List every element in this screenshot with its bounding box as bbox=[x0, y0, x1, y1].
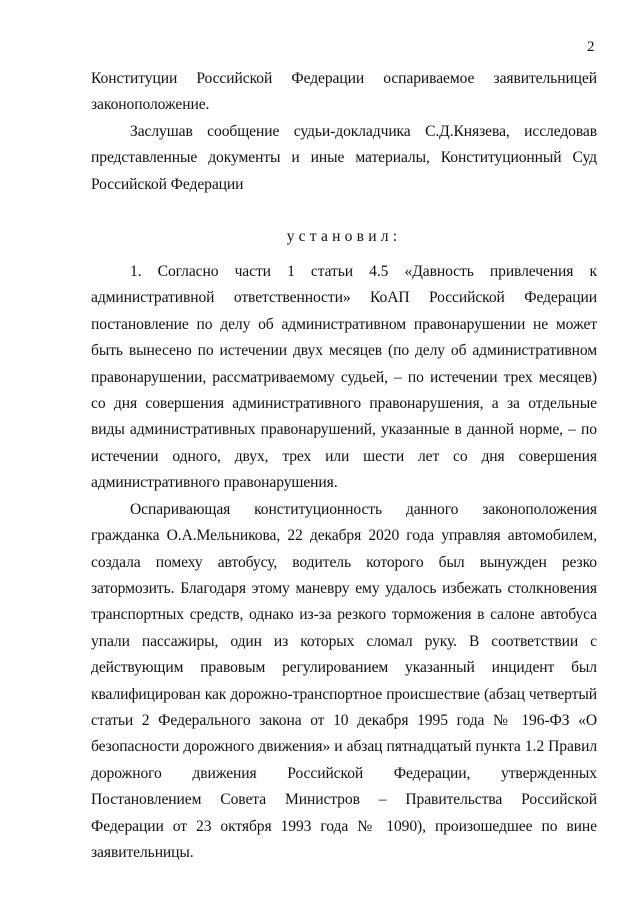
document-body bbox=[91, 66, 597, 866]
paragraph-hearing: Заслушав сообщение судьи-докладчика С.Д.Князева, исследовав представленные документы и иные материалы, Конституционный Суд Российской Федерации bbox=[91, 122, 597, 193]
page-number: 2 bbox=[587, 39, 595, 55]
paragraph-article-4-5: 1. Согласно части 1 статьи 4.5 «Давность привлечения к административной ответственности» КоАП Российской Федерации постановление по делу об административном правонарушении не может быть вынесено по истечении двух месяцев (по делу об административном правонарушении, рассматриваемому судьей, – по истечении трех месяцев) со дня совершения административного правонарушения, а за отдельные виды административных правонарушений, указанные в данной норме, – по истечении одного, двух, трех или шести лет со дня совершения административного правонарушения. bbox=[91, 263, 597, 492]
paragraph-continuation: Конституции Российской Федерации оспариваемое заявительницей законоположение. bbox=[91, 70, 597, 114]
paragraph-case-facts: Оспаривающая конституционность данного законоположения гражданка О.А.Мельникова, 22 декабря 2020 года управляя автомобилем, создала помеху автобусу, водитель которого был вынужден резко затормозить. Благодаря этому маневру ему удалось избежать столкновения транспортных средств, однако из-за резкого торможения в салоне автобуса упали пассажиры, один из которых сломал руку. В соответствии с действующим правовым регулированием указанный инцидент был квалифицирован как дорожно-транспортное происшествие (абзац четвертый статьи 2 Федерального закона от 10 декабря 1995 года № 196-ФЗ «О безопасности дорожного движения» и абзац пятнадцатый пункта 1.2 Правил дорожного движения Российской Федерации, утвержденных Постановлением Совета Министров – Правительства Российской Федерации от 23 октября 1993 года № 1090), произошедшее по вине заявительницы. bbox=[91, 500, 597, 861]
section-heading: установил: bbox=[286, 228, 402, 246]
